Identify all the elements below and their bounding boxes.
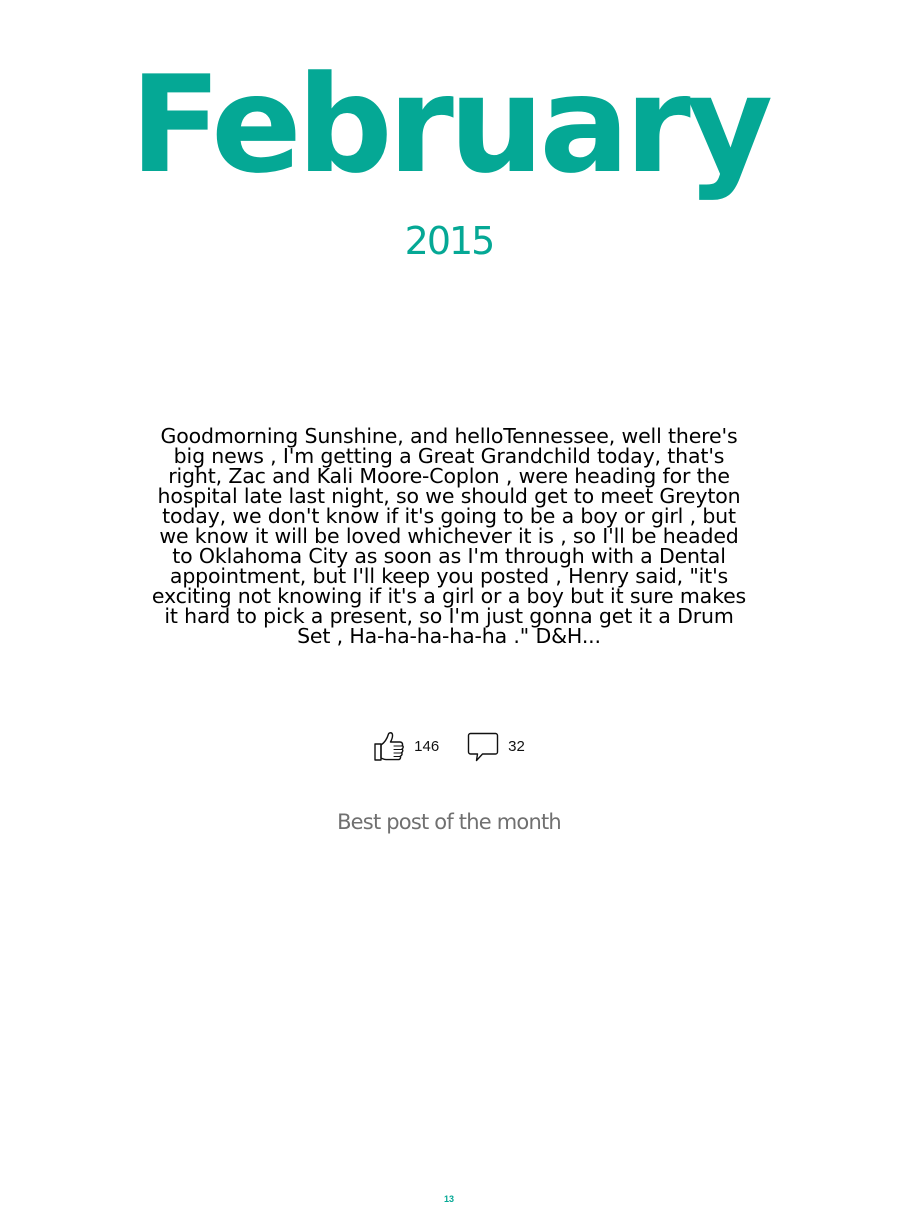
likes-count: 146	[414, 737, 440, 755]
month-title: February	[129, 47, 769, 203]
comments-stat	[467, 730, 525, 762]
speech-bubble-icon	[467, 730, 499, 762]
post-stats	[0, 728, 898, 764]
likes-stat	[373, 730, 439, 762]
thumbs-up-icon	[373, 730, 405, 762]
year-subtitle: 2015	[404, 219, 494, 263]
best-post-caption: Best post of the month	[337, 810, 561, 834]
post-text: Goodmorning Sunshine, and helloTennessee, well there's big news , I'm getting a Great Grandchild today, that's right, Zac and Kali Moore-Coplon , were heading for the hospital late last night, so we should get to meet Greyton today, we don't know if it's going to be a boy or girl , but we know it will be loved whichever it is , so I'll be headed to Oklahoma City as soon as I'm through with a Dental appointment, but I'll keep you posted , Henry said, "it's exciting not knowing if it's a girl or a boy but it sure makes it hard to pick a present, so I'm just gonna get it a Drum Set , Ha-ha-ha-ha-ha ." D&H...	[151, 424, 747, 648]
page-number: 13	[443, 1194, 454, 1204]
comments-count: 32	[508, 737, 525, 755]
